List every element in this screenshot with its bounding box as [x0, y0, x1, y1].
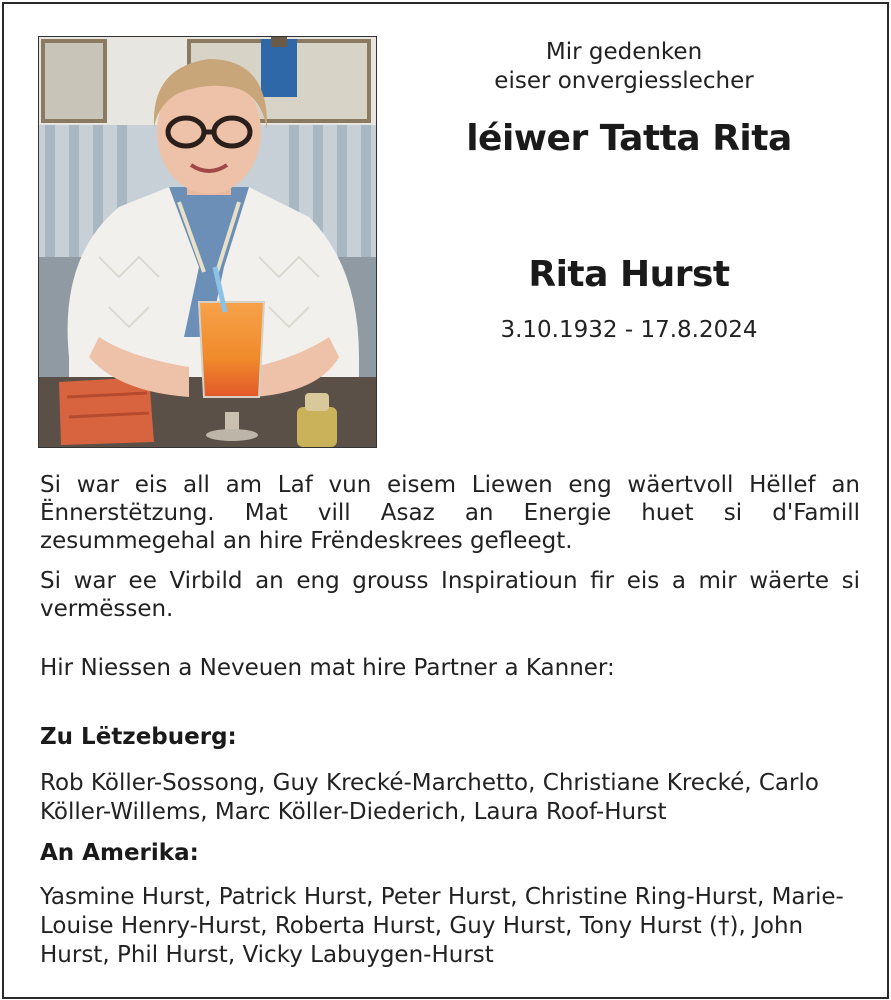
paragraph-inspiration: Si war ee Virbild an eng grouss Inspiratioun fir eis a mir wäerte si vermëssen. [40, 568, 860, 622]
deceased-name: Rita Hurst [528, 254, 730, 295]
names-america: Yasmine Hurst, Patrick Hurst, Peter Hurst, Christine Ring-Hurst, Marie-Louise Henry-Hurst, Roberta Hurst, Guy Hurst, Tony Hurst (†), John Hurst, Phil Hurst, Vicky Labuygen-Hurst [40, 884, 844, 968]
heading-luxembourg: Zu Lëtzebuerg: [40, 724, 237, 750]
intro-line-1: Mir gedenken [545, 39, 703, 65]
paragraph-family-intro: Hir Niessen a Neveuen mat hire Partner a Kanner: [40, 655, 615, 681]
obituary-notice [2, 2, 889, 999]
names-luxembourg: Rob Köller-Sossong, Guy Krecké-Marchetto, Christiane Krecké, Carlo Köller-Willems, Marc Köller-Diederich, Laura Roof-Hurst [40, 770, 819, 825]
portrait-photo [38, 36, 377, 448]
deceased-nickname: léiwer Tatta Rita [466, 118, 792, 159]
heading-america: An Amerika: [40, 840, 199, 866]
paragraph-tribute: Si war eis all am Laf vun eisem Liewen eng wäertvoll Hëllef an Ënnerstëtzung. Mat vill Asaz an Energie huet si d'Famill zesummegehal an hire Frëndeskrees gefleegt. [40, 472, 860, 554]
intro-line-2: eiser onvergiesslecher [494, 68, 754, 94]
life-dates: 3.10.1932 - 17.8.2024 [500, 317, 758, 343]
portrait-illustration [39, 37, 376, 447]
